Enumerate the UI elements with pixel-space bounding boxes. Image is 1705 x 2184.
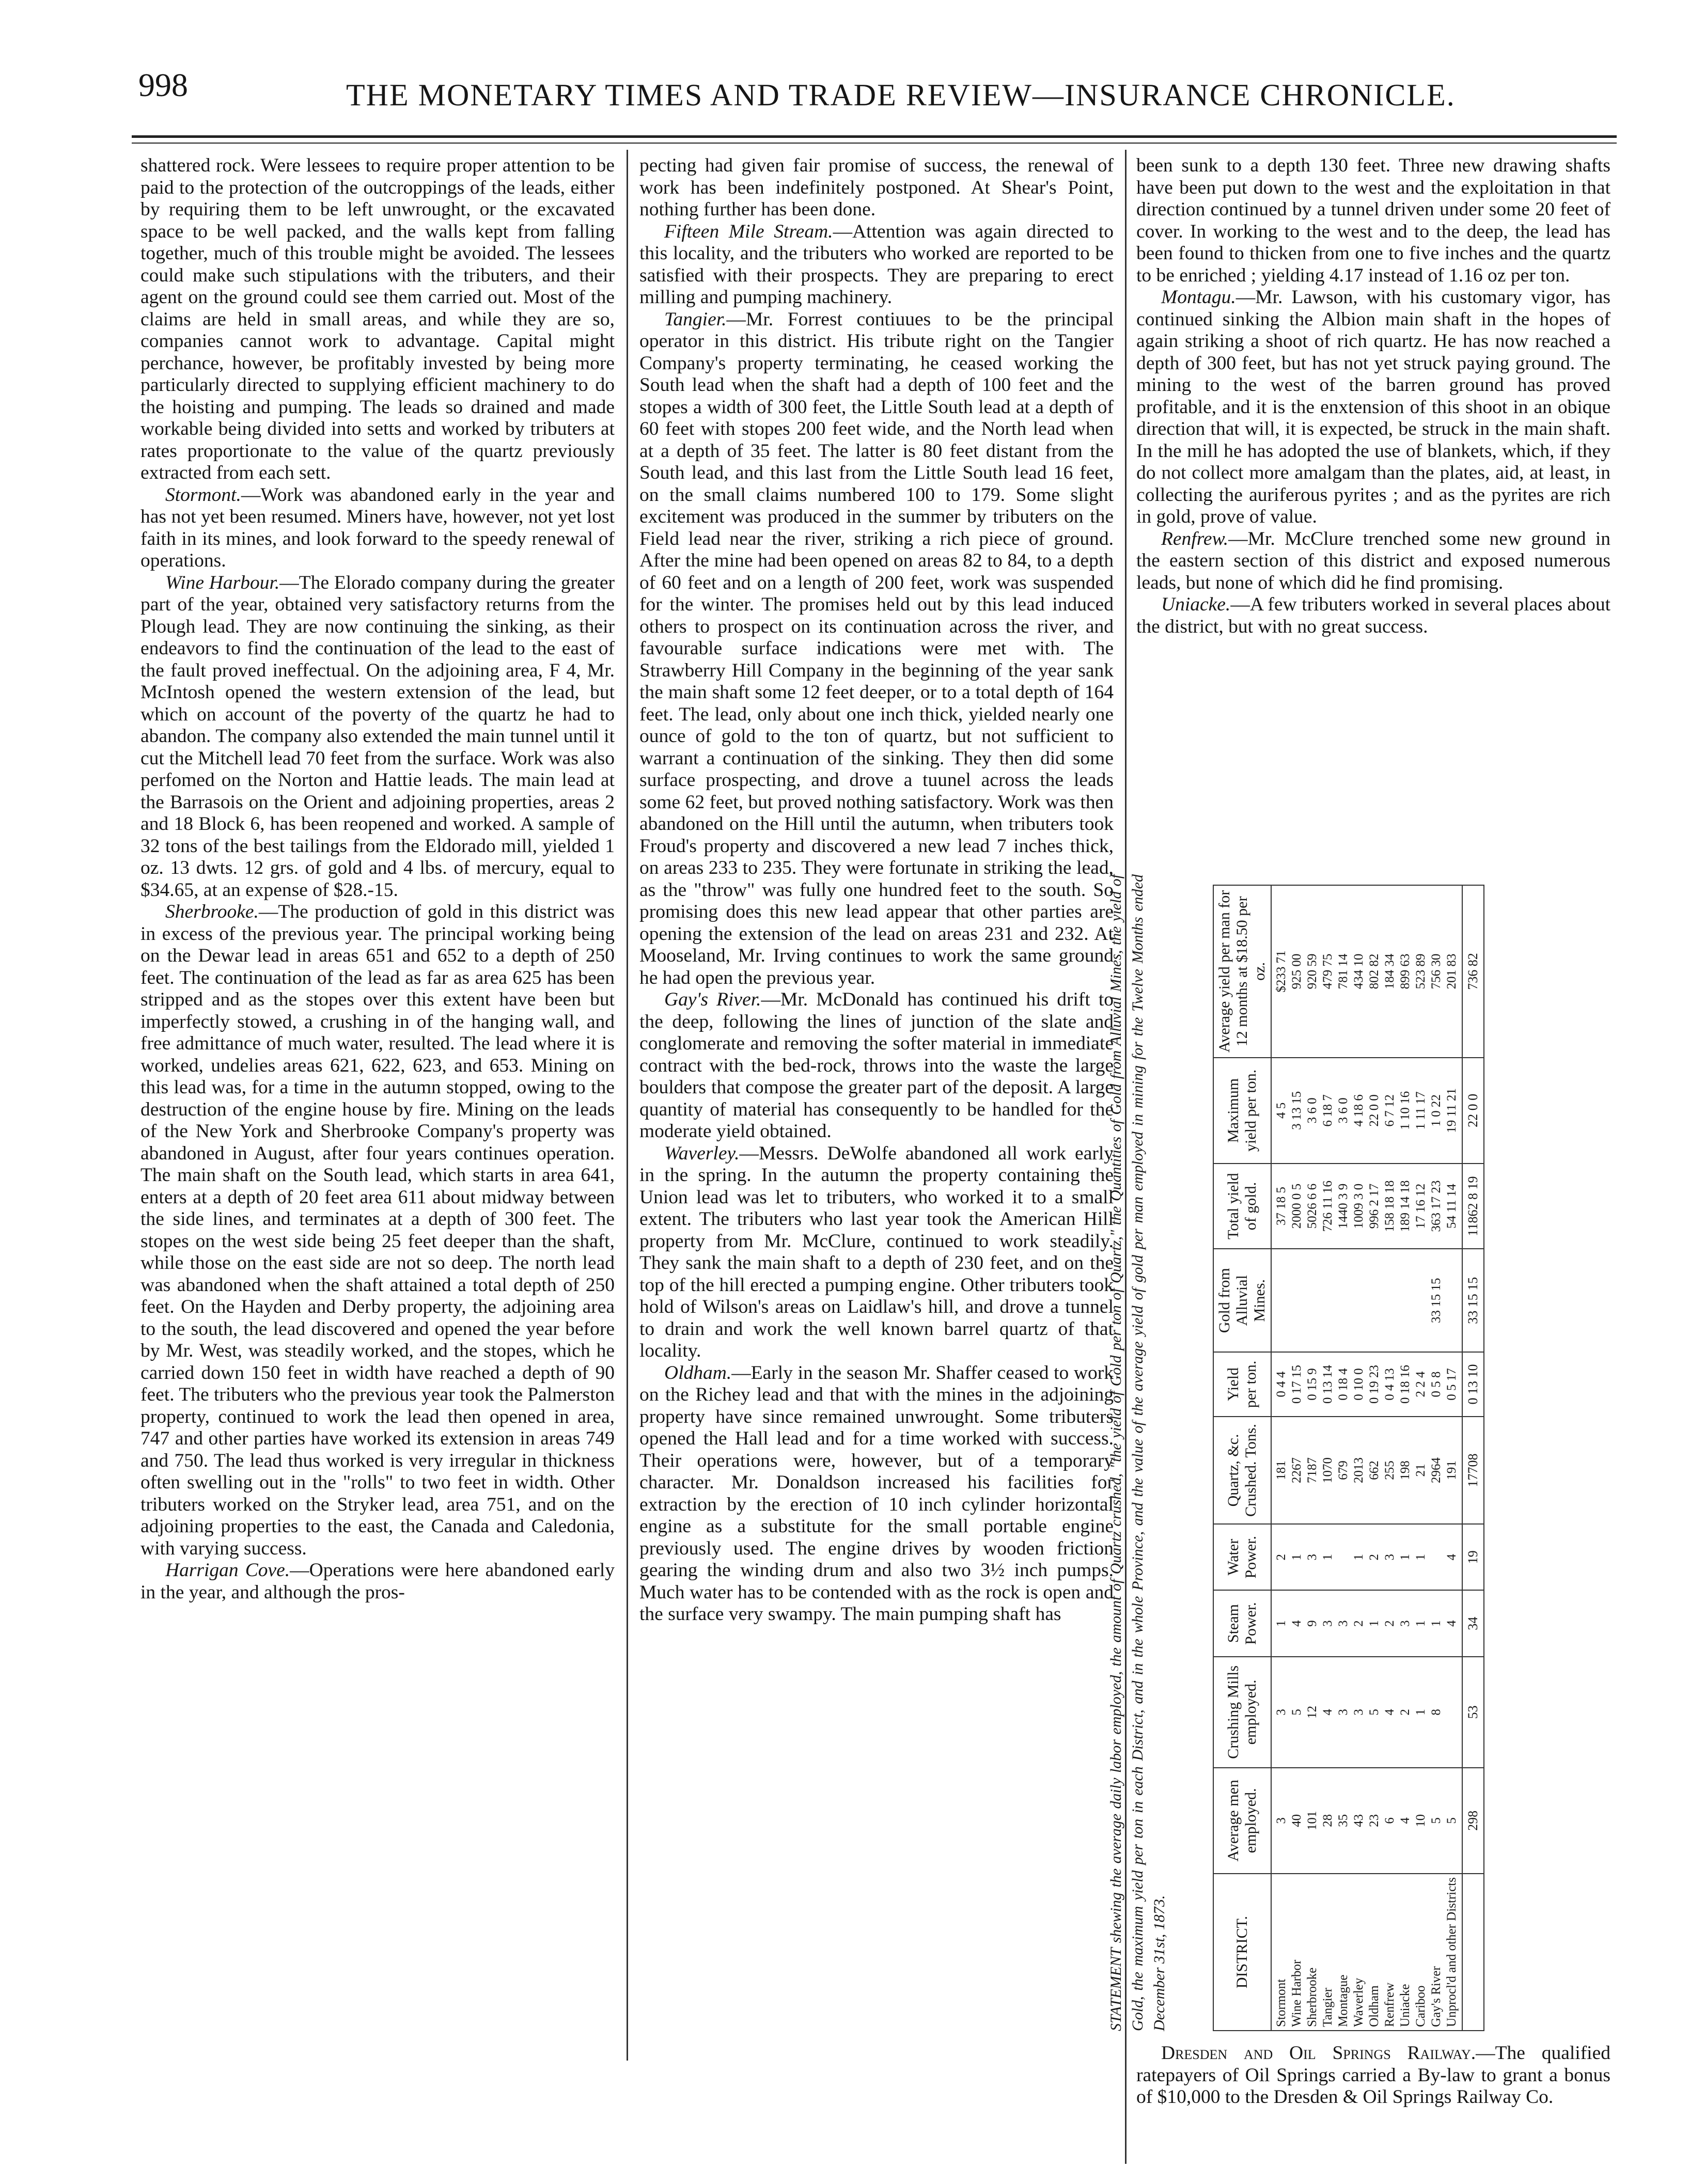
table-cell-value: 21 [1414,1464,1428,1477]
table-cell-value: 0 5 8 [1429,1371,1443,1397]
paragraph-stormont [140,484,615,572]
table-cell-value: Wine Harbor [1290,1959,1304,2027]
table-cell-value: 5 [1290,1709,1304,1716]
table-cell-value: 1 [1429,1620,1443,1627]
column-left [140,155,615,1604]
header-rule-thin [132,143,1617,144]
paragraph-tangier [639,309,1114,989]
table-cell-value: 37 18 5 [1274,1187,1288,1226]
table-cell-value: 158 18 18 [1383,1180,1397,1232]
table-cell-value: 198 [1398,1460,1412,1480]
paragraph-sherbrooke [140,901,615,1560]
table-cell-value: 4 [1383,1709,1397,1716]
table-cell-value: 5 [1429,1817,1443,1824]
table-cell-value: 4 [1445,1620,1459,1627]
paragraph-renfrew [1136,528,1610,594]
paragraph-fifteen-mile-stream [639,221,1114,309]
paragraph-text: —Mr. McDonald has continued his drift to the deep, following the lines of junction of the slate and conglomerate and removing the softer material in immediate contract with the bed-rock, throws into the waste the large boulders that compose the greater part of the deposit. A large quantity of material has consequently to be handled for the moderate yield obtained. [639,989,1114,1142]
table-cell-value: 1 [1414,1709,1428,1716]
table-cell-value: 4 [1398,1817,1412,1824]
table-cell-value: 9 [1305,1620,1319,1627]
table-header-row [1213,885,1271,2031]
total-yield: 0 13 10 [1462,1352,1484,1416]
section-heading: Gay's River. [664,989,761,1010]
statement-table-container [1094,869,1629,2036]
table-cell-value: 1440 3 9 [1336,1183,1350,1229]
column-header: Gold from Alluvial Mines. [1213,1249,1271,1352]
table-cell-value: Unprocl'd and other Districts [1445,1877,1459,2027]
table-cell-value: 6 [1383,1817,1397,1824]
table-cell-value: 17 16 12 [1414,1183,1428,1229]
total-steam: 34 [1462,1590,1484,1657]
table-cell-value: 3 [1274,1817,1288,1824]
statement-table [1213,885,1484,2031]
table-cell-value [1274,1252,1289,1348]
table-cell-value: 2964 [1429,1457,1443,1484]
table-cell-value: 1 [1398,1553,1412,1561]
paragraph: shattered rock. Were lessees to require proper attention to be paid to the protection of the outcroppings of the leads, either by requiring them to be left unwrought, or the excavated space to be well packed, and the walls kept from falling together, much of this trouble might be avoided. The lessees could make such stipulations with the tributers, and their agent on the ground could see them carried out. Most of the claims are held in small areas, and while they are so, companies cannot work to advantage. Capital might perchance, however, be profitably invested by being more particularly directed to supplying efficient machinery to do the hoisting and pumping. The leads so drained and made workable being divided into setts and worked by tributers at rates proportionate to the value of the quartz previously extracted from each sett. [140,155,615,483]
table-cell-value: 5 [1367,1709,1381,1716]
paragraph: been sunk to a depth 130 feet. Three new drawing shafts have been put down to the west and the exploitation in that direction continued by a tunnel driven under some 20 feet of cover. In working to the west and to the deep, the lead has been found to thicken from one to five inches and the quartz to be enriched ; yielding 4.17 instead of 1.16 oz per ton. [1136,155,1610,286]
table-cell-value: 191 [1445,1460,1459,1480]
totals-label [1462,1874,1484,2031]
table-cell-value: 3 6 0 [1305,1097,1319,1124]
table-cell-value: 434 10 [1352,953,1366,989]
table-cell-value: 22 0 0 [1367,1094,1381,1127]
table-cell-value: 0 13 14 [1321,1364,1335,1404]
paragraph-wine-harbour [140,572,615,902]
table-cell-value: 1 10 16 [1398,1091,1412,1130]
table-cell-value [1382,1252,1398,1348]
table-cell-value: 4 [1290,1620,1304,1627]
table-cell-value: 1009 3 0 [1352,1183,1366,1229]
paragraph-waverley [639,1143,1114,1362]
table-cell-value: 6 18 7 [1321,1094,1335,1127]
paragraph-montagu [1136,287,1610,528]
column-header: Yield per ton. [1213,1352,1271,1416]
table-cell-value: 2000 0 5 [1290,1183,1304,1229]
table-cell-value: 1 11 17 [1414,1091,1428,1130]
total-water: 19 [1462,1524,1484,1590]
paragraph-text: —A few tributers worked in several places about the district, but with no great success. [1136,594,1610,637]
column-middle [639,155,1114,1626]
table-cell-value: 19 11 21 [1445,1088,1459,1133]
section-heading: Dresden and Oil Springs Railway. [1161,2042,1476,2064]
totals-row [1462,885,1484,2031]
table-cell-value: 3 [1321,1620,1335,1627]
table-cell-value: 40 [1290,1814,1304,1827]
total-maximum: 22 0 0 [1462,1058,1484,1164]
column-header: Quartz, &c. Crushed. Tons. [1213,1417,1271,1525]
table-cell-value: 3 13 15 [1290,1091,1304,1130]
table-cell-value: 925 00 [1290,953,1304,989]
header-rule [132,135,1617,138]
table-cell-value: 33 15 15 [1429,1278,1443,1323]
table-cell-value: 3 [1398,1620,1412,1627]
paragraph-text: —The qualified ratepayers of Oil Springs carried a By-law to grant a bonus of $10,000 to the Dresden & Oil Springs Railway Co. [1136,2042,1610,2108]
column-divider [627,150,628,2061]
paragraph-text: —Mr. Lawson, with his customary vigor, has continued sinking the Albion main shaft in the hopes of again striking a shoot of rich quartz. He has now reached a depth of 300 feet, but has not yet struck paying ground. The mining to the west of the barren ground has proved profitable, and it is the enxtension of this shoot in an obique direction that will, it is expected, be struck in the main shaft. In the mill he has adopted the use of blankets, which, if they do not collect more amalgam than the plates, aid, at least, in collecting the auriferous pyrites ; and as the pyrites are rich in gold, prove of value. [1136,287,1610,527]
section-heading: Uniacke. [1161,594,1231,615]
table-cell-value: 2 [1367,1553,1381,1561]
total-avg-yield: 736 82 [1462,885,1484,1058]
paragraph-oldham [639,1362,1114,1626]
table-cell-value [1289,1252,1305,1348]
table-cell-value: 3 [1383,1553,1397,1561]
table-cell-value [1398,1252,1413,1348]
table-cell-value: 4 [1321,1709,1335,1716]
table-cell-value: 101 [1305,1811,1319,1831]
table-cell-value: 996 2 17 [1367,1183,1381,1229]
table-cell-value: Renfrew [1383,1982,1397,2027]
steam-cell [1271,1590,1462,1657]
section-heading: Tangier. [664,308,727,330]
paragraph-text: —Mr. McClure trenched some new ground in the eastern section of this district and exposed numerous leads, but none of which did he find promising. [1136,528,1610,593]
table-cell-value: 189 14 18 [1398,1180,1412,1232]
table-cell-value: 1 [1414,1553,1428,1561]
table-cell-value: 899 63 [1398,953,1412,989]
section-heading: Oldham. [664,1362,732,1384]
table-cell-value: 2 2 4 [1414,1371,1428,1397]
column-header: Water Power. [1213,1524,1271,1590]
table-cell-value: 0 4 13 [1383,1368,1397,1401]
table-cell-value: 2 [1398,1709,1412,1716]
table-cell-value: 726 11 16 [1321,1181,1335,1232]
column-header: DISTRICT. [1213,1874,1271,2031]
table-cell-value: 2013 [1352,1457,1366,1484]
table-cell-value: 0 17 15 [1290,1364,1304,1404]
paragraph-text: —Early in the season Mr. Shaffer ceased to work on the Richey lead and that with the mines in the adjoining property have since remained unwrought. Some tributers opened the Hall lead and for a time worked with success. Their operations were, however, but of a temporary character. Mr. Donaldson increased his facilities for extraction by the erection of 10 inch cylinder horizontal engine as a substitute for the small portable engine previously used. The engine drives by wooden friction gearing the winding drum and also two 3½ inch pumps. Much water has to be contended with as the rock is open and the surface very swampy. The main pumping shaft has [639,1362,1114,1625]
section-heading: Waverley. [664,1142,740,1164]
table-cell-value: 0 5 17 [1445,1368,1459,1401]
total-cell [1271,1164,1462,1249]
paragraph-uniacke [1136,594,1610,638]
table-cell-value: Sherbrooke [1305,1967,1319,2027]
table-cell-value [1413,1252,1429,1348]
table-cell-value: 6 7 12 [1383,1094,1397,1127]
paragraph-text: —The production of gold in this district was in excess of the previous year. The principal working being on the Dewar lead in areas 651 and 652 to a depth of 250 feet. The continuation of the lead as far as area 625 has been stripped and as the stopes over this extent have been but imperfectly stowed, a crushing in of the hanging wall, and free admittance of much water, resulted. The lead where it is worked, undelies areas 621, 622, 623, and 653. Mining on this lead was, for a time in the autumn stopped, owing to the destruction of the engine house by fire. Mining on the leads of the New York and Sherbrooke Company's property was abandoned in August, after four years continues operation. The main shaft on the South lead, which starts in area 641, enters at a depth of 20 feet area 611 about midway between the side lines, and terminates at a depth of 300 feet. The stopes on the west side being 25 feet deeper than the shaft, while those on the east side are not so deep. The north lead was abandoned when the shaft attained a total depth of 250 feet. On the Hayden and Derby property, the adjoining area to the south, the lead discovered and opened the year before by Mr. West, was steadily worked, and the stopes, which he carried down 150 feet in width have reached a depth of 90 feet. The tributers who the previous year took the Palmerston property, continued to work the lead then opened in area, 747 and other parties have worked its extension in areas 749 and 750. The lead thus worked is very irregular in thickness often swelling out in the "rolls" to two feet in width. Other tributers worked on the Stryker lead, area 751, and on the adjoining properties to the east, the Canada and Caledonia, with varying success. [140,901,615,1559]
table-cell-value: 1 [1321,1553,1335,1561]
table-cell-value: Waverley [1352,1977,1366,2027]
table-cell-value: 4 [1445,1553,1459,1561]
table-cell-value: 1 [1367,1620,1381,1627]
table-cell-value: Gay's River [1429,1966,1443,2027]
table-cell-value: 3 [1274,1709,1288,1716]
table-cell-value: 10 [1414,1814,1428,1827]
table-cell-value: 0 19 23 [1367,1364,1381,1404]
table-cell-value: 8 [1429,1709,1443,1716]
column-header: Average yield per man for 12 months at $18.50 per oz. [1213,885,1271,1058]
paragraph-text: —Messrs. DeWolfe abandoned all work early in the spring. In the autumn the property containing the Union lead was let to tributers, who worked it to a small extent. The tributers who last year took the American Hill property from Mr. McClure, continued to work steadily. They sank the main shaft to a depth of 230 feet, and on the top of the hill erected a pumping engine. Other tributers took hold of Wilson's areas on Laidlaw's hill, and drove a tunnel to drain and work the well known barrel quartz of that locality. [639,1142,1114,1361]
water-cell [1271,1524,1462,1590]
total-gold: 11862 8 19 [1462,1164,1484,1249]
section-heading: Fifteen Mile Stream. [664,221,833,242]
table-cell-value [1320,1252,1336,1348]
table-cell-value: 12 [1305,1705,1319,1719]
column-header: Average men employed. [1213,1768,1271,1874]
table-cell-value [1367,1252,1382,1348]
table-cell-value: 756 30 [1429,953,1443,989]
table-cell-value: 181 [1274,1460,1288,1480]
table-row [1271,885,1462,2031]
table-cell-value [1444,1252,1460,1348]
section-heading: Renfrew. [1161,528,1229,549]
table-cell-value: 0 18 4 [1336,1368,1350,1401]
table-cell-value: 7187 [1305,1457,1319,1484]
table-cell-value [1351,1252,1367,1348]
table-cell-value: 28 [1321,1814,1335,1827]
table-cell-value: $233 71 [1274,950,1288,993]
paragraph-text: —The Elorado company during the greater part of the year, obtained very satisfactory returns from the Plough lead. They are now continuing the sinking, as their endeavors to find the continuation of the lead to the east of the fault proved ineffectual. On the adjoining area, F 4, Mr. McIntosh opened the western extension of the lead, but which on account of the poverty of the quartz he had to abandon. The company also extended the main tunnel until it cut the Mitchell lead 70 feet from the surface. Work was also perfomed on the Norton and Hattie leads. The main lead at the Barrasois on the Orient and adjoining properties, areas 2 and 18 Block 6, has been reopened and worked. A sample of 32 tons of the best tailings from the Eldorado mill, yielded 1 oz. 13 dwts. 12 grs. of gold and 4 lbs. of mercury, equal to $34.65, at an expense of $28.-15. [140,572,615,901]
table-cell-value: 1 0 22 [1429,1094,1443,1127]
paragraph-dresden [1136,2042,1610,2109]
table-cell-value: 479 75 [1321,953,1335,989]
total-quartz: 17708 [1462,1417,1484,1525]
paragraph-text: —Attention was again directed to this locality, and the tributers who worked are reported to be satisfied with their prospects. They are preparing to erect milling and pumping machinery. [639,221,1114,308]
table-cell-value: 255 [1383,1460,1397,1480]
table-cell-value: Oldham [1367,1985,1381,2027]
table-cell-value: 0 15 9 [1305,1368,1319,1401]
paragraph-gays-river [639,989,1114,1143]
paragraph-text: —Operations were here abandoned early in the year, and although the pros- [140,1560,615,1603]
column-right [1136,155,1610,638]
table-cell-value [1336,1528,1351,1586]
statement-caption: STATEMENT shewing the average daily labor employed, the amount of Quartz crushed, "the yield of Gold per ton of Quartz," the Quantities of Gold from Alluvial Mines, the yield of Gold, the maximum yield per ton in each District, and in the whole Province, and the value of the average yield of gold per man employed in mining for the Twelve Months ended December 31st, 1873. [1107,874,1168,2031]
total-men: 298 [1462,1768,1484,1874]
column-header: Steam Power. [1213,1590,1271,1657]
table-cell-value: 1 [1274,1620,1288,1627]
district-cell [1271,1874,1462,2031]
table-cell-value: Stormont [1274,1978,1288,2027]
column-header: Total yield of gold. [1213,1164,1271,1249]
table-cell-value: 0 18 16 [1398,1364,1412,1404]
table-cell-value: 523 89 [1414,953,1428,989]
table-cell-value [1429,1528,1444,1586]
table-cell-value: 43 [1352,1814,1366,1827]
section-heading: Sherbrooke. [165,901,259,922]
table-cell-value: 1 [1414,1620,1428,1627]
men-cell [1271,1768,1462,1874]
table-cell-value: 0 4 4 [1274,1371,1288,1397]
table-cell-value: 2 [1274,1553,1288,1561]
table-cell-value [1305,1252,1320,1348]
page-title: THE MONETARY TIMES AND TRADE REVIEW—INSURANCE CHRONICLE. [346,78,1456,112]
table-cell-value: 184 34 [1383,953,1397,989]
table-cell-value: 802 82 [1367,953,1381,989]
table-cell-value: Montague [1336,1974,1350,2027]
table-cell-value: 920 59 [1305,953,1319,989]
quartz-cell [1271,1417,1462,1525]
table-cell-value: Uniacke [1398,1984,1412,2027]
mills-cell [1271,1657,1462,1767]
table-cell-value: Tangier [1321,1988,1335,2027]
column-header: Crushing Mills employed. [1213,1657,1271,1767]
table-cell-value: 3 6 0 [1336,1097,1350,1124]
table-cell-value: 5 [1445,1817,1459,1824]
table-cell-value: 781 14 [1336,953,1350,989]
table-cell-value: 54 11 14 [1445,1184,1459,1229]
avg-yield-cell [1271,885,1462,1058]
table-cell-value: 2 [1383,1620,1397,1627]
table-cell-value: 3 [1336,1709,1350,1716]
table-cell-value: 1070 [1321,1457,1335,1484]
table-cell-value: 2 [1352,1620,1366,1627]
paragraph-harrigan-cove [140,1560,615,1604]
table-cell-value: 3 [1352,1709,1366,1716]
section-heading: Harrigan Cove. [165,1560,290,1581]
table-cell-value: 201 83 [1445,953,1459,989]
statement-table-rotated [1094,869,1629,2036]
table-cell-value: 662 [1367,1460,1381,1480]
table-cell-value: 3 [1336,1620,1350,1627]
table-cell-value: 5026 6 6 [1305,1183,1319,1229]
table-cell-value: 35 [1336,1814,1350,1827]
table-cell-value: 0 10 0 [1352,1368,1366,1401]
maximum-cell [1271,1058,1462,1164]
table-cell-value: 1 [1290,1553,1304,1561]
total-mills: 53 [1462,1657,1484,1767]
table-cell-value: 363 17 23 [1429,1180,1443,1232]
column-header: Maximum yield per ton. [1213,1058,1271,1164]
paragraph-text: —Work was abandoned early in the year and has not yet been resumed. Miners have, however, not yet lost faith in its mines, and look forward to the speedy renewal of operations. [140,484,615,571]
paragraph-text: —Mr. Forrest contiuues to be the principal operator in this district. His tribute right on the Tangier Company's property terminating, he ceased working the South lead when the shaft had a depth of 100 feet and the stopes a width of 300 feet, the Little South lead at a depth of 60 feet with stopes 200 feet wide, and the North lead when at a depth of 35 feet. The latter is 80 feet distant from the South lead, and this last from the Little South lead 16 feet, on the small claims numbered 100 to 179. Some slight excitement was produced in the summer by tributers on the Field lead near the river, striking a rich piece of ground. After the mine had been opened on areas 82 to 84, to a depth of 60 feet and on a length of 200 feet, work was suspended for the winter. The promises held out by this lead induced others to prospect on its continuation across the river, and favourable surface indications were met with. The Strawberry Hill Company in the beginning of the year sank the main shaft some 12 feet deeper, or to a total depth of 164 feet. The lead, only about one inch thick, yielded nearly one ounce of gold to the ton of quartz, but not sufficient to warrant a continuation of the sinking. They then did some surface prospecting, and drove a tuunel across the leads some 62 feet, but proved nothing satisfactory. Work was then abandoned on the Hill until the autumn, when tributers took Froud's property and discovered a new lead 7 inches thick, on areas 233 to 235. They were fortunate in striking the lead, as the "throw" was fully one hundred feet to the south. So promising does this new lead appear that other parties are opening the extension of the lead on areas 231 and 232. At Mooseland, Mr. Irving continues to work the same ground he had open the previous year. [639,308,1114,988]
table-cell-value: 679 [1336,1460,1350,1480]
table-cell-value: Cariboo [1414,1985,1428,2027]
table-cell-value [1444,1660,1460,1764]
table-cell-value [1336,1252,1351,1348]
paragraph: pecting had given fair promise of success, the renewal of work has been indefinitely postponed. At Shear's Point, nothing further has been done. [639,155,1114,220]
section-heading: Wine Harbour. [165,572,280,593]
table-cell-value: 2267 [1290,1457,1304,1484]
table-cell-value: 23 [1367,1814,1381,1827]
total-alluvial: 33 15 15 [1462,1249,1484,1352]
yield-cell [1271,1352,1462,1416]
section-heading: Montagu. [1161,287,1236,308]
page-number: 998 [138,67,188,103]
section-heading: Stormont. [165,484,241,506]
table-cell-value: 1 [1352,1553,1366,1561]
table-cell-value: 4 18 6 [1352,1094,1366,1127]
alluvial-cell [1271,1249,1462,1352]
table-cell-value: 4 5 [1274,1102,1288,1119]
table-cell-value: 3 [1305,1553,1319,1561]
